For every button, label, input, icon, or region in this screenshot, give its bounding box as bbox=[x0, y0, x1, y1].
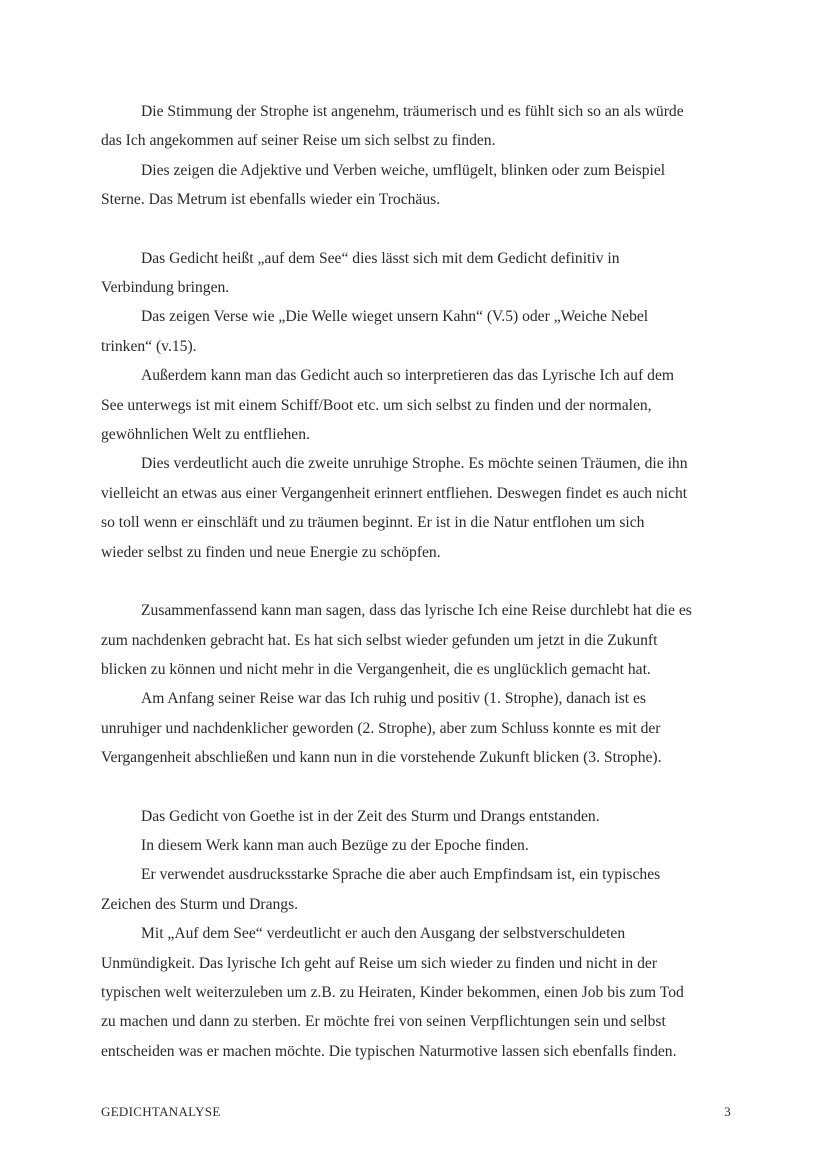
paragraph: Mit „Auf dem See“ verdeutlicht er auch den Ausgang der selbstverschuldeten Unmündigkeit. Das lyrische Ich geht auf Reise um sich wieder zu finden und nicht in der typischen welt weiterzuleben um z.B. zu Heiraten, Kinder bekommen, einen Job bis zum Tod zu machen und dann zu sterben. Er möchte frei von seinen Verpflichtungen sein und selbst entscheiden was er machen möchte. Die typischen Naturmotive lassen sich ebenfalls finden. bbox=[101, 925, 684, 1060]
footer-title: GEDICHTANALYSE bbox=[101, 1104, 221, 1119]
paragraph-gap bbox=[101, 215, 731, 244]
body-text bbox=[101, 97, 731, 1066]
paragraph: Außerdem kann man das Gedicht auch so interpretieren das das Lyrische Ich auf dem See unterwegs ist mit einem Schiff/Boot etc. um sich selbst zu finden und der normalen, gewöhnlichen Welt zu entfliehen. bbox=[101, 367, 675, 444]
paragraph: Das Gedicht heißt „auf dem See“ dies lässt sich mit dem Gedicht definitiv in Verbindung bringen. bbox=[101, 249, 620, 297]
paragraph: Dies verdeutlicht auch die zweite unruhige Strophe. Es möchte seinen Träumen, die ihn vielleicht an etwas aus einer Vergangenheit erinnert entfliehen. Deswegen findet es auch nicht so toll wenn er einschläft und zu träumen beginnt. Er ist in die Natur entflohen um sich wieder selbst zu finden und neue Energie zu schöpfen. bbox=[101, 455, 688, 561]
paragraph: Das Gedicht von Goethe ist in der Zeit des Sturm und Drangs entstanden. bbox=[141, 807, 600, 825]
paragraph: Er verwendet ausdrucksstarke Sprache die aber auch Empfindsam ist, ein typisches Zeichen des Sturm und Drangs. bbox=[101, 866, 661, 913]
paragraph: Dies zeigen die Adjektive und Verben weiche, umflügelt, blinken oder zum Beispiel Sterne. Das Metrum ist ebenfalls wieder ein Trochäus. bbox=[101, 161, 666, 209]
section-mood bbox=[101, 97, 731, 215]
paragraph-gap bbox=[101, 773, 731, 802]
section-title-analysis bbox=[101, 244, 731, 567]
section-summary bbox=[101, 596, 731, 772]
paragraph: In diesem Werk kann man auch Bezüge zu der Epoche finden. bbox=[141, 836, 529, 854]
paragraph: Zusammenfassend kann man sagen, dass das lyrische Ich eine Reise durchlebt hat die es zum nachdenken gebracht hat. Es hat sich selbst wieder gefunden um jetzt in die Zukunft blicken zu können und nicht mehr in die Vergangenheit, die es unglücklich gemacht hat. bbox=[101, 602, 692, 678]
paragraph-gap bbox=[101, 567, 731, 596]
section-epoch bbox=[101, 802, 731, 1067]
paragraph: Die Stimmung der Strophe ist angenehm, träumerisch und es fühlt sich so an als würde das Ich angekommen auf seiner Reise um sich selbst zu finden. bbox=[101, 103, 684, 150]
paragraph: Das zeigen Verse wie „Die Welle wieget unsern Kahn“ (V.5) oder „Weiche Nebel trinken“ (v.15). bbox=[101, 308, 649, 355]
paragraph: Am Anfang seiner Reise war das Ich ruhig und positiv (1. Strophe), danach ist es unruhiger und nachdenklicher geworden (2. Strophe), aber zum Schluss konnte es mit der Vergangenheit abschließen und kann nun in die vorstehende Zukunft blicken (3. Strophe). bbox=[101, 690, 662, 767]
page-number: 3 bbox=[724, 1104, 731, 1119]
page-footer bbox=[101, 1104, 731, 1120]
